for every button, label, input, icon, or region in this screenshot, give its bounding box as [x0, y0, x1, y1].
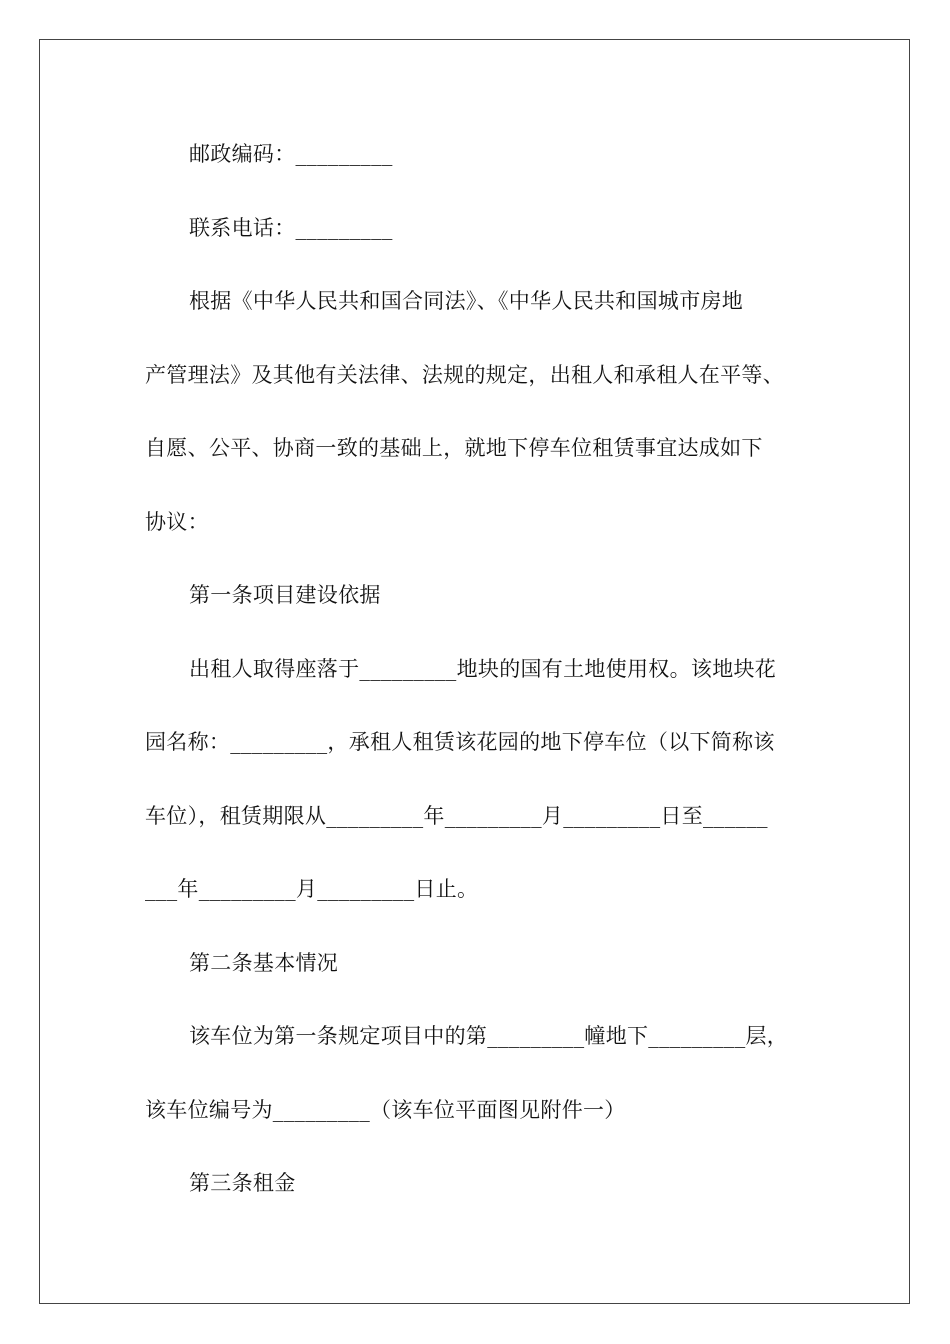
document-body [145, 128, 805, 1231]
preamble-line-1: 根据《中华人民共和国合同法》、《中华人民共和国城市房地 [189, 289, 744, 313]
article-2-heading: 第二条基本情况 [189, 950, 339, 975]
article-1-heading: 第一条项目建设依据 [189, 583, 381, 607]
article-2-line-1: 该车位为第一条规定项目中的第_________幢地下_________层， [189, 1024, 789, 1048]
phone-line: 联系电话：_________ [189, 215, 393, 240]
article-3-heading: 第三条租金 [189, 1171, 296, 1195]
article-1-line-4: ___年_________月_________日止。 [145, 877, 479, 901]
preamble-line-3: 自愿、公平、协商一致的基础上，就地下停车位租赁事宜达成如下 [145, 436, 763, 460]
preamble-line-4: 协议： [145, 509, 209, 534]
article-1-line-2: 园名称：_________，承租人租赁该花园的地下停车位（以下简称该 [145, 730, 775, 754]
postal-code-line: 邮政编码：_________ [189, 142, 393, 166]
article-1-line-3: 车位），租赁期限从_________年_________月_________日至______ [145, 803, 768, 828]
preamble-line-2: 产管理法》及其他有关法律、法规的规定，出租人和承租人在平等、 [145, 362, 784, 387]
article-1-line-1: 出租人取得座落于_________地块的国有土地使用权。该地块花 [189, 656, 777, 681]
article-2-line-2: 该车位编号为_________（该车位平面图见附件一） [145, 1097, 626, 1122]
